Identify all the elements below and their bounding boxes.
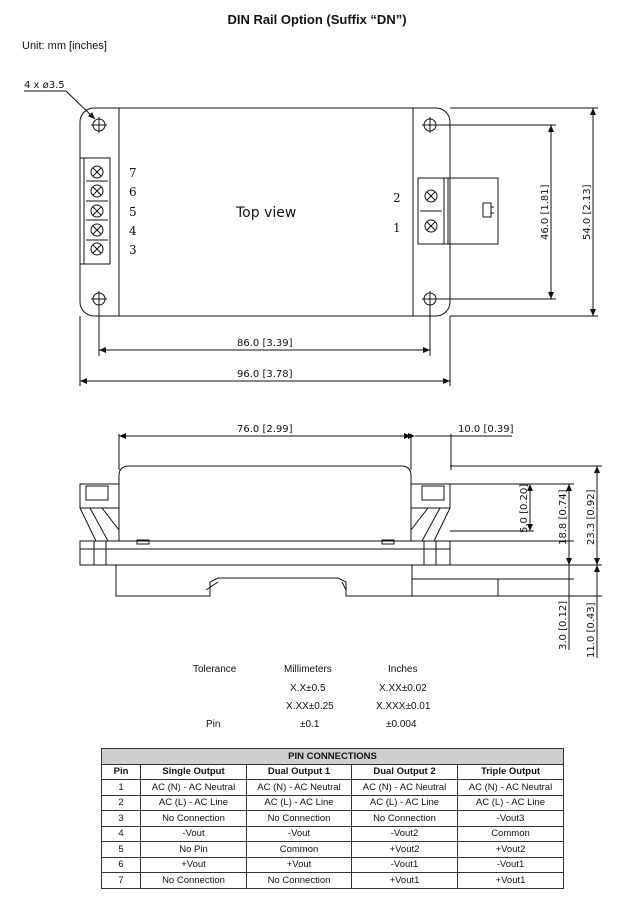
table-cell: AC (L) - AC Line (141, 795, 247, 811)
din-rail-clip (116, 565, 412, 596)
dim-d1: 5.0 [0.20] (519, 483, 530, 533)
table-cell: +Vout1 (458, 873, 564, 889)
side-view (80, 424, 602, 658)
table-header: Dual Output 1 (247, 764, 352, 780)
table-cell: AC (N) - AC Neutral (458, 780, 564, 796)
right-pin-label: 2 (393, 191, 401, 205)
dim-overall-height: 54.0 [2.13] (582, 184, 593, 240)
tolerance-in-value: X.XXX±0.01 (376, 701, 431, 712)
tolerance-mm-header: Millimeters (284, 664, 332, 675)
table-cell: -Vout2 (352, 826, 458, 842)
table-header: Dual Output 2 (352, 764, 458, 780)
table-cell: 6 (102, 857, 141, 873)
tolerance-label: Tolerance (193, 664, 237, 675)
dim-d2: 18.8 [0.74] (558, 489, 569, 545)
tolerance-mm-value: X.X±0.5 (290, 683, 326, 694)
table-cell: Common (247, 842, 352, 858)
dim-d3: 23.3 [0.92] (586, 489, 597, 545)
table-caption: PIN CONNECTIONS (102, 749, 564, 765)
table-cell: AC (N) - AC Neutral (247, 780, 352, 796)
table-cell: No Connection (141, 873, 247, 889)
table-cell: -Vout (247, 826, 352, 842)
table-cell: No Connection (247, 873, 352, 889)
pin-connections-table (101, 748, 564, 889)
dim-d5: 11.0 [0.43] (586, 602, 597, 658)
tolerance-in-value: X.XX±0.02 (379, 683, 427, 694)
table-cell: -Vout1 (458, 857, 564, 873)
dim-d4: 3.0 [0.12] (558, 600, 569, 650)
table-cell: +Vout2 (458, 842, 564, 858)
dim-hole-spacing-width: 86.0 [3.39] (237, 338, 293, 349)
table-row (102, 857, 564, 873)
table-row (102, 795, 564, 811)
table-cell: 2 (102, 795, 141, 811)
dim-body-width: 76.0 [2.99] (237, 424, 293, 435)
table-cell: +Vout (141, 857, 247, 873)
table-row (102, 873, 564, 889)
left-pin-label: 5 (129, 205, 137, 219)
table-cell: No Connection (247, 811, 352, 827)
dim-hole-spacing-height: 46.0 [1.81] (540, 184, 551, 240)
top-view (24, 80, 598, 386)
table-cell: AC (L) - AC Line (458, 795, 564, 811)
table-cell: AC (N) - AC Neutral (352, 780, 458, 796)
table-cell: AC (N) - AC Neutral (141, 780, 247, 796)
page-title: DIN Rail Option (Suffix “DN”) (227, 12, 407, 27)
right-pin-label: 1 (393, 221, 401, 235)
dim-terminal-width: 10.0 [0.39] (458, 424, 514, 435)
table-cell: +Vout2 (352, 842, 458, 858)
table-cell: 7 (102, 873, 141, 889)
mounting-hole-bottom-left (91, 291, 107, 307)
table-header: Triple Output (458, 764, 564, 780)
hole-note: 4 x ø3.5 (24, 80, 65, 91)
table-cell: 3 (102, 811, 141, 827)
table-cell: AC (L) - AC Line (247, 795, 352, 811)
table-cell: 5 (102, 842, 141, 858)
tolerance-mm-value: X.XX±0.25 (286, 701, 334, 712)
tolerance-pin-in: ±0.004 (386, 719, 417, 730)
table-cell: 1 (102, 780, 141, 796)
table-cell: -Vout1 (352, 857, 458, 873)
tolerance-pin-mm: ±0.1 (300, 719, 320, 730)
left-pin-label: 7 (129, 166, 137, 180)
table-row (102, 780, 564, 796)
left-pin-label: 4 (129, 224, 137, 238)
table-header: Single Output (141, 764, 247, 780)
unit-note: Unit: mm [inches] (22, 40, 107, 52)
tolerance-pin-label: Pin (206, 719, 221, 730)
tolerance-in-header: Inches (388, 664, 418, 675)
table-cell: 4 (102, 826, 141, 842)
table-cell: No Connection (352, 811, 458, 827)
left-screws (86, 166, 108, 255)
left-pin-label: 3 (129, 243, 137, 257)
dim-overall-width: 96.0 [3.78] (237, 369, 293, 380)
top-view-label: Top view (236, 205, 297, 221)
mounting-hole-top-left (91, 117, 107, 133)
right-screws (420, 190, 442, 232)
table-cell: -Vout3 (458, 811, 564, 827)
mounting-hole-top-right (422, 117, 438, 133)
mounting-hole-bottom-right (422, 291, 438, 307)
module-housing-side (119, 466, 411, 541)
table-cell: Common (458, 826, 564, 842)
table-row (102, 826, 564, 842)
table-header: Pin (102, 764, 141, 780)
table-cell: No Pin (141, 842, 247, 858)
table-cell: +Vout (247, 857, 352, 873)
table-cell: AC (L) - AC Line (352, 795, 458, 811)
table-cell: -Vout (141, 826, 247, 842)
table-cell: +Vout1 (352, 873, 458, 889)
left-pin-label: 6 (129, 185, 137, 199)
table-cell: No Connection (141, 811, 247, 827)
table-row (102, 842, 564, 858)
table-row (102, 811, 564, 827)
